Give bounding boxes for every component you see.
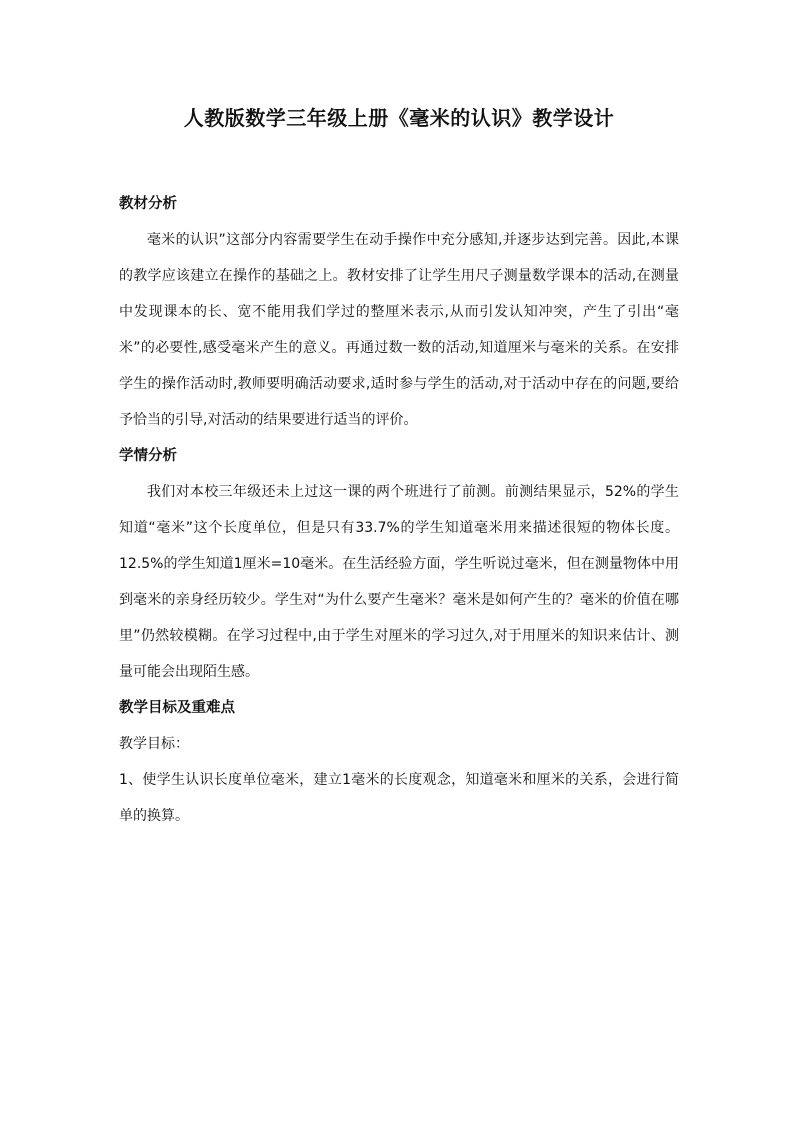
section-heading-textbook-analysis: 教材分析 xyxy=(119,196,177,212)
teaching-goals-subheading: 教学目标： xyxy=(119,736,189,752)
teaching-goal-item: 1、使学生认识长度单位毫米，建立1毫米的长度观念，知道毫米和厘米的关系，会进行简单的换算。 xyxy=(119,772,679,824)
section-heading-student-analysis: 学情分析 xyxy=(119,448,177,464)
textbook-analysis-paragraph: 毫米的认识”这部分内容需要学生在动手操作中充分感知,并逐步达到完善。因此,本课的教学应该建立在操作的基础之上。教材安排了让学生用尺子测量数学课本的活动,在测量中发现课本的长、宽不能用我们学过的整厘米表示,从而引发认知冲突，产生了引出“毫米”的必要性,感受毫米产生的意义。再通过数一数的活动,知道厘米与毫米的关系。在安排学生的操作活动时,教师要明确活动要求,适时参与学生的活动,对于活动中存在的问题,要给予恰当的引导,对活动的结果要进行适当的评价。 xyxy=(119,232,679,428)
section-heading-teaching-goals: 教学目标及重难点 xyxy=(119,700,235,716)
document-title: 人教版数学三年级上册《毫米的认识》教学设计 xyxy=(183,106,615,130)
student-analysis-paragraph: 我们对本校三年级还未上过这一课的两个班进行了前测。前测结果显示，52%的学生知道“毫米”这个长度单位，但是只有33.7%的学生知道毫米用来描述很短的物体长度。12.5%的学生知道1厘米=10毫米。在生活经验方面，学生听说过毫米，但在测量物体中用到毫米的亲身经历较少。学生对“为什么要产生毫米？毫米是如何产生的？毫米的价值在哪里”仍然较模糊。在学习过程中,由于学生对厘米的学习过久,对于用厘米的知识来估计、测量可能会出现陌生感。 xyxy=(119,484,679,680)
document-content xyxy=(119,100,679,834)
